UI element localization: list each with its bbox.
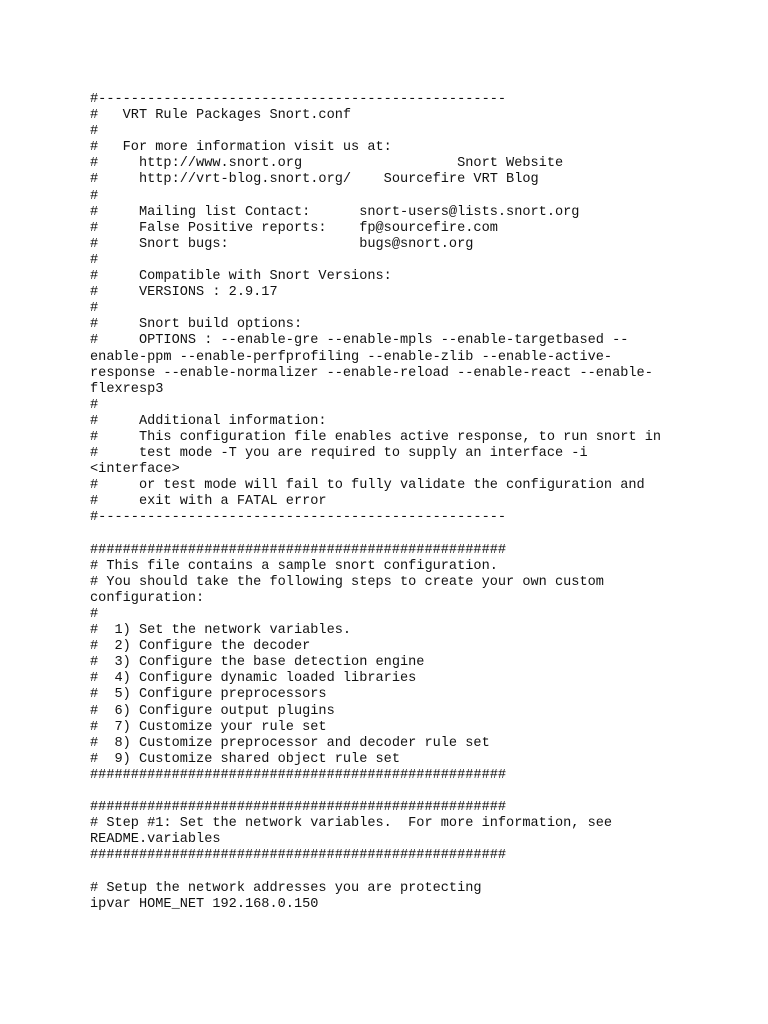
doc-line (90, 784, 730, 800)
doc-line: <interface> (90, 462, 180, 478)
doc-line: # http://vrt-blog.snort.org/ Sourcefire VRT Blog (90, 172, 539, 188)
doc-line (90, 527, 730, 543)
doc-line: # Step #1: Set the network variables. For more information, see (90, 816, 613, 832)
doc-line: # 5) Configure preprocessors (90, 687, 327, 703)
doc-line: configuration: (90, 590, 205, 606)
doc-line: # OPTIONS : --enable-gre --enable-mpls --enable-targetbased -- (90, 333, 629, 349)
doc-line: # 6) Configure output plugins (90, 703, 335, 719)
doc-line: # For more information visit us at: (90, 140, 392, 156)
doc-line: #-------------------------------------------------- (90, 510, 507, 526)
doc-line: # (90, 124, 99, 140)
doc-line: # False Positive reports: fp@sourcefire.com (90, 220, 498, 236)
doc-line: # (90, 607, 99, 622)
doc-line: enable-ppm --enable-perfprofiling --enable-zlib --enable-active- (90, 349, 613, 365)
doc-line: # (90, 252, 99, 268)
doc-line: # (90, 301, 99, 317)
doc-line: # Compatible with Snort Versions: (90, 269, 392, 285)
doc-line: flexresp3 (90, 381, 164, 397)
doc-line: # This file contains a sample snort configuration. (90, 558, 498, 574)
doc-line: # VRT Rule Packages Snort.conf (90, 108, 352, 124)
doc-line: ################################################### (90, 767, 507, 783)
doc-line: # 9) Customize shared object rule set (90, 751, 400, 767)
doc-line: # 2) Configure the decoder (90, 639, 311, 655)
doc-line: #-------------------------------------------------- (90, 92, 507, 107)
doc-line: # VERSIONS : 2.9.17 (90, 285, 278, 301)
doc-line: # 3) Configure the base detection engine (90, 655, 425, 671)
doc-line: # http://www.snort.org Snort Website (90, 156, 564, 172)
doc-line: ################################################### (90, 848, 507, 864)
doc-line: ipvar HOME_NET 192.168.0.150 (90, 896, 319, 912)
doc-line: # 7) Customize your rule set (90, 719, 327, 735)
doc-line: # Setup the network addresses you are protecting (90, 880, 482, 896)
doc-line: # 4) Configure dynamic loaded libraries (90, 671, 417, 687)
doc-line: # exit with a FATAL error (90, 494, 327, 510)
doc-line: # 1) Set the network variables. (90, 623, 352, 639)
doc-line (90, 865, 730, 881)
doc-line: # test mode -T you are required to supply an interface -i (90, 446, 588, 462)
doc-line: # or test mode will fail to fully validate the configuration and (90, 478, 645, 494)
doc-line: # (90, 397, 99, 413)
doc-line: # Mailing list Contact: snort-users@lists.snort.org (90, 204, 580, 220)
doc-line: # Snort bugs: bugs@snort.org (90, 236, 474, 252)
doc-line: ################################################### (90, 800, 507, 816)
doc-line: README.variables (90, 832, 221, 848)
doc-line: response --enable-normalizer --enable-reload --enable-react --enable- (90, 365, 653, 381)
doc-line: # (90, 188, 99, 204)
doc-line: # 8) Customize preprocessor and decoder rule set (90, 735, 490, 751)
doc-line: # Additional information: (90, 413, 327, 429)
doc-line: # This configuration file enables active response, to run snort in (90, 429, 662, 445)
doc-line: # You should take the following steps to create your own custom (90, 574, 604, 590)
doc-line: ################################################### (90, 542, 507, 558)
doc-line: # Snort build options: (90, 317, 303, 333)
config-document (90, 92, 730, 913)
